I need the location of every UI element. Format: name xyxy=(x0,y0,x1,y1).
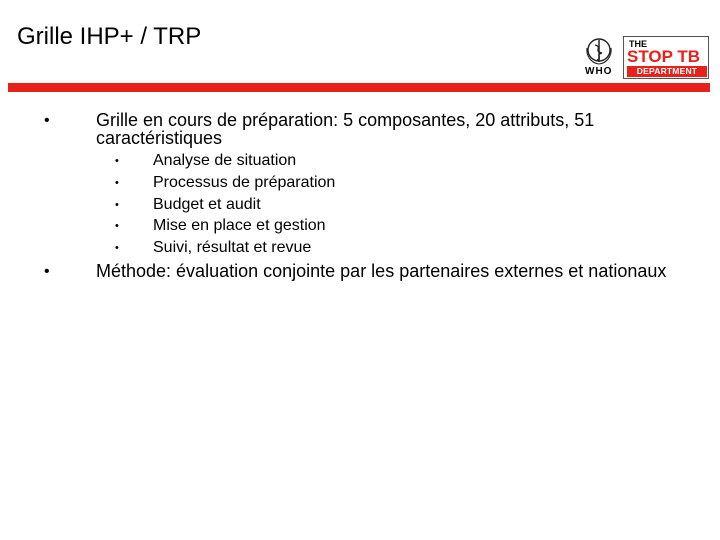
sub-bullet-marker: • xyxy=(115,155,119,167)
bullet-text: Grille en cours de préparation: 5 composantes, 20 attributs, 51 caractéristiques xyxy=(96,110,595,148)
stop-tb-badge xyxy=(623,36,709,79)
sub-bullet-text: Budget et audit xyxy=(153,196,261,213)
who-label: WHO xyxy=(585,66,613,77)
stop-tb-department: DEPARTMENT xyxy=(627,66,707,77)
bullet-text: Méthode: évaluation conjointe par les partenaires externes et nationaux xyxy=(96,261,667,281)
stop-tb-logo xyxy=(583,36,711,82)
bullet-marker: • xyxy=(44,112,50,129)
sub-bullet-text: Processus de préparation xyxy=(153,174,336,191)
title-divider-bar xyxy=(8,83,710,92)
sub-bullet-text: Analyse de situation xyxy=(153,152,297,169)
sub-bullet-marker: • xyxy=(115,177,119,189)
sub-bullet-marker: • xyxy=(115,220,119,232)
bullet-marker: • xyxy=(44,263,50,280)
sub-bullet-text: Suivi, résultat et revue xyxy=(153,239,312,256)
sub-bullet-marker: • xyxy=(115,242,119,254)
stop-tb-main: STOP TB xyxy=(627,47,701,66)
sub-bullet-marker: • xyxy=(115,199,119,211)
slide-title: Grille IHP+ / TRP xyxy=(17,23,202,50)
sub-bullet-text: Mise en place et gestion xyxy=(153,217,326,234)
stop-tb-the: THE xyxy=(629,39,647,49)
